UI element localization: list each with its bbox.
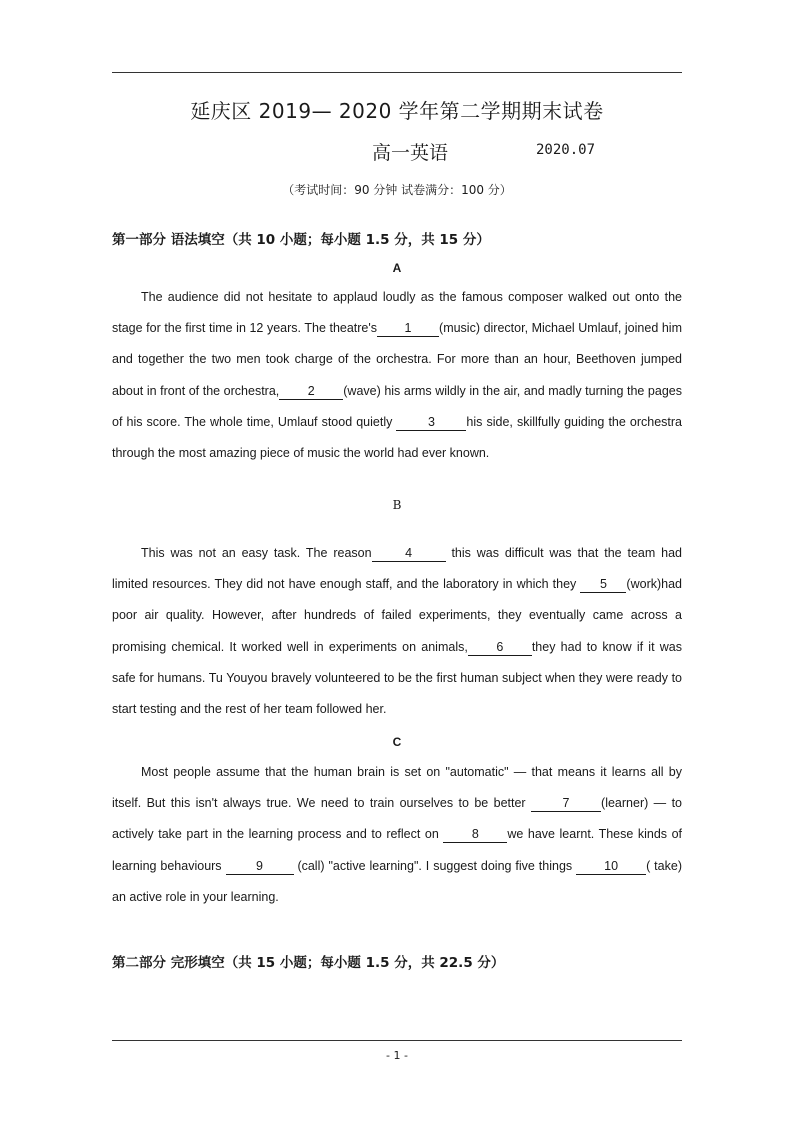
blank-8[interactable]: 8 [443, 826, 507, 843]
passage-b [112, 538, 682, 725]
blank-9[interactable]: 9 [226, 858, 294, 875]
passage-text: (learner) — to actively take part in the learning process and to reflect on [112, 796, 683, 842]
passage-text: this was difficult was that the team had limited resources. They did not have enough staff, and the laboratory in which they [112, 546, 682, 592]
passage-c [112, 757, 682, 913]
blank-1[interactable]: 1 [377, 320, 439, 337]
blank-10[interactable]: 10 [576, 858, 646, 875]
exam-title: 延庆区 2019— 2020 学年第二学期期末试卷 [190, 99, 604, 123]
passage-text: his side, skillfully guiding the orchestra through the most amazing piece of music the world had ever known. [112, 414, 682, 461]
page-number: - 1 - [386, 1049, 408, 1062]
section-1-heading: 第一部分 语法填空（共 10 小题；每小题 1.5 分，共 15 分） [112, 232, 490, 248]
passage-text: This was not an easy task. The reason [141, 546, 372, 560]
passage-text: The audience did not hesitate to applaud loudly as the famous composer walked out onto the stage for the first time in 12 years. The theatre's [112, 290, 682, 336]
blank-3[interactable]: 3 [396, 414, 466, 431]
blank-6[interactable]: 6 [468, 639, 532, 656]
passage-b-label: B [392, 498, 402, 512]
blank-7[interactable]: 7 [531, 795, 601, 812]
passage-text: ( take) an active role in your learning. [112, 858, 682, 904]
header-rule [112, 72, 682, 73]
exam-subject: 高一英语 [372, 142, 449, 164]
passage-text: (call) "active learning". I suggest doing five things [297, 858, 573, 873]
passage-text: Most people assume that the human brain is set on "automatic" — that means it learns all by itself. But this isn't always true. We need to train ourselves to be better [112, 765, 682, 811]
blank-4[interactable]: 4 [372, 545, 446, 562]
blank-2[interactable]: 2 [279, 383, 343, 400]
blank-5[interactable]: 5 [580, 576, 626, 593]
passage-text: (music) director, Michael Umlauf, joined him and together the two men took charge of the orchestra. For more than an hour, Beethoven jumped about in front of the orchestra, [112, 321, 682, 398]
passage-text: (work)had poor air quality. However, after hundreds of failed experiments, they eventually came across a promising chemical. It worked well in experiments on animals, [112, 577, 682, 654]
exam-info: （考试时间：90 分钟 试卷满分：100 分） [282, 183, 512, 197]
passage-text: they had to know if it was safe for humans. Tu Youyou bravely volunteered to be the first human subject when they were ready to start testing and the rest of her team followed her. [112, 639, 682, 717]
passage-a-label: A [392, 261, 402, 275]
footer-rule [112, 1040, 682, 1041]
passage-text: (wave) his arms wildly in the air, and madly turning the pages of his score. The whole time, Umlauf stood quietly [112, 383, 682, 429]
passage-a [112, 282, 682, 469]
passage-text: we have learnt. These kinds of learning behaviours [112, 827, 682, 873]
passage-c-label: C [392, 735, 402, 749]
exam-date: 2020.07 [536, 142, 596, 158]
section-2-heading: 第二部分 完形填空（共 15 小题；每小题 1.5 分，共 22.5 分） [112, 955, 505, 971]
